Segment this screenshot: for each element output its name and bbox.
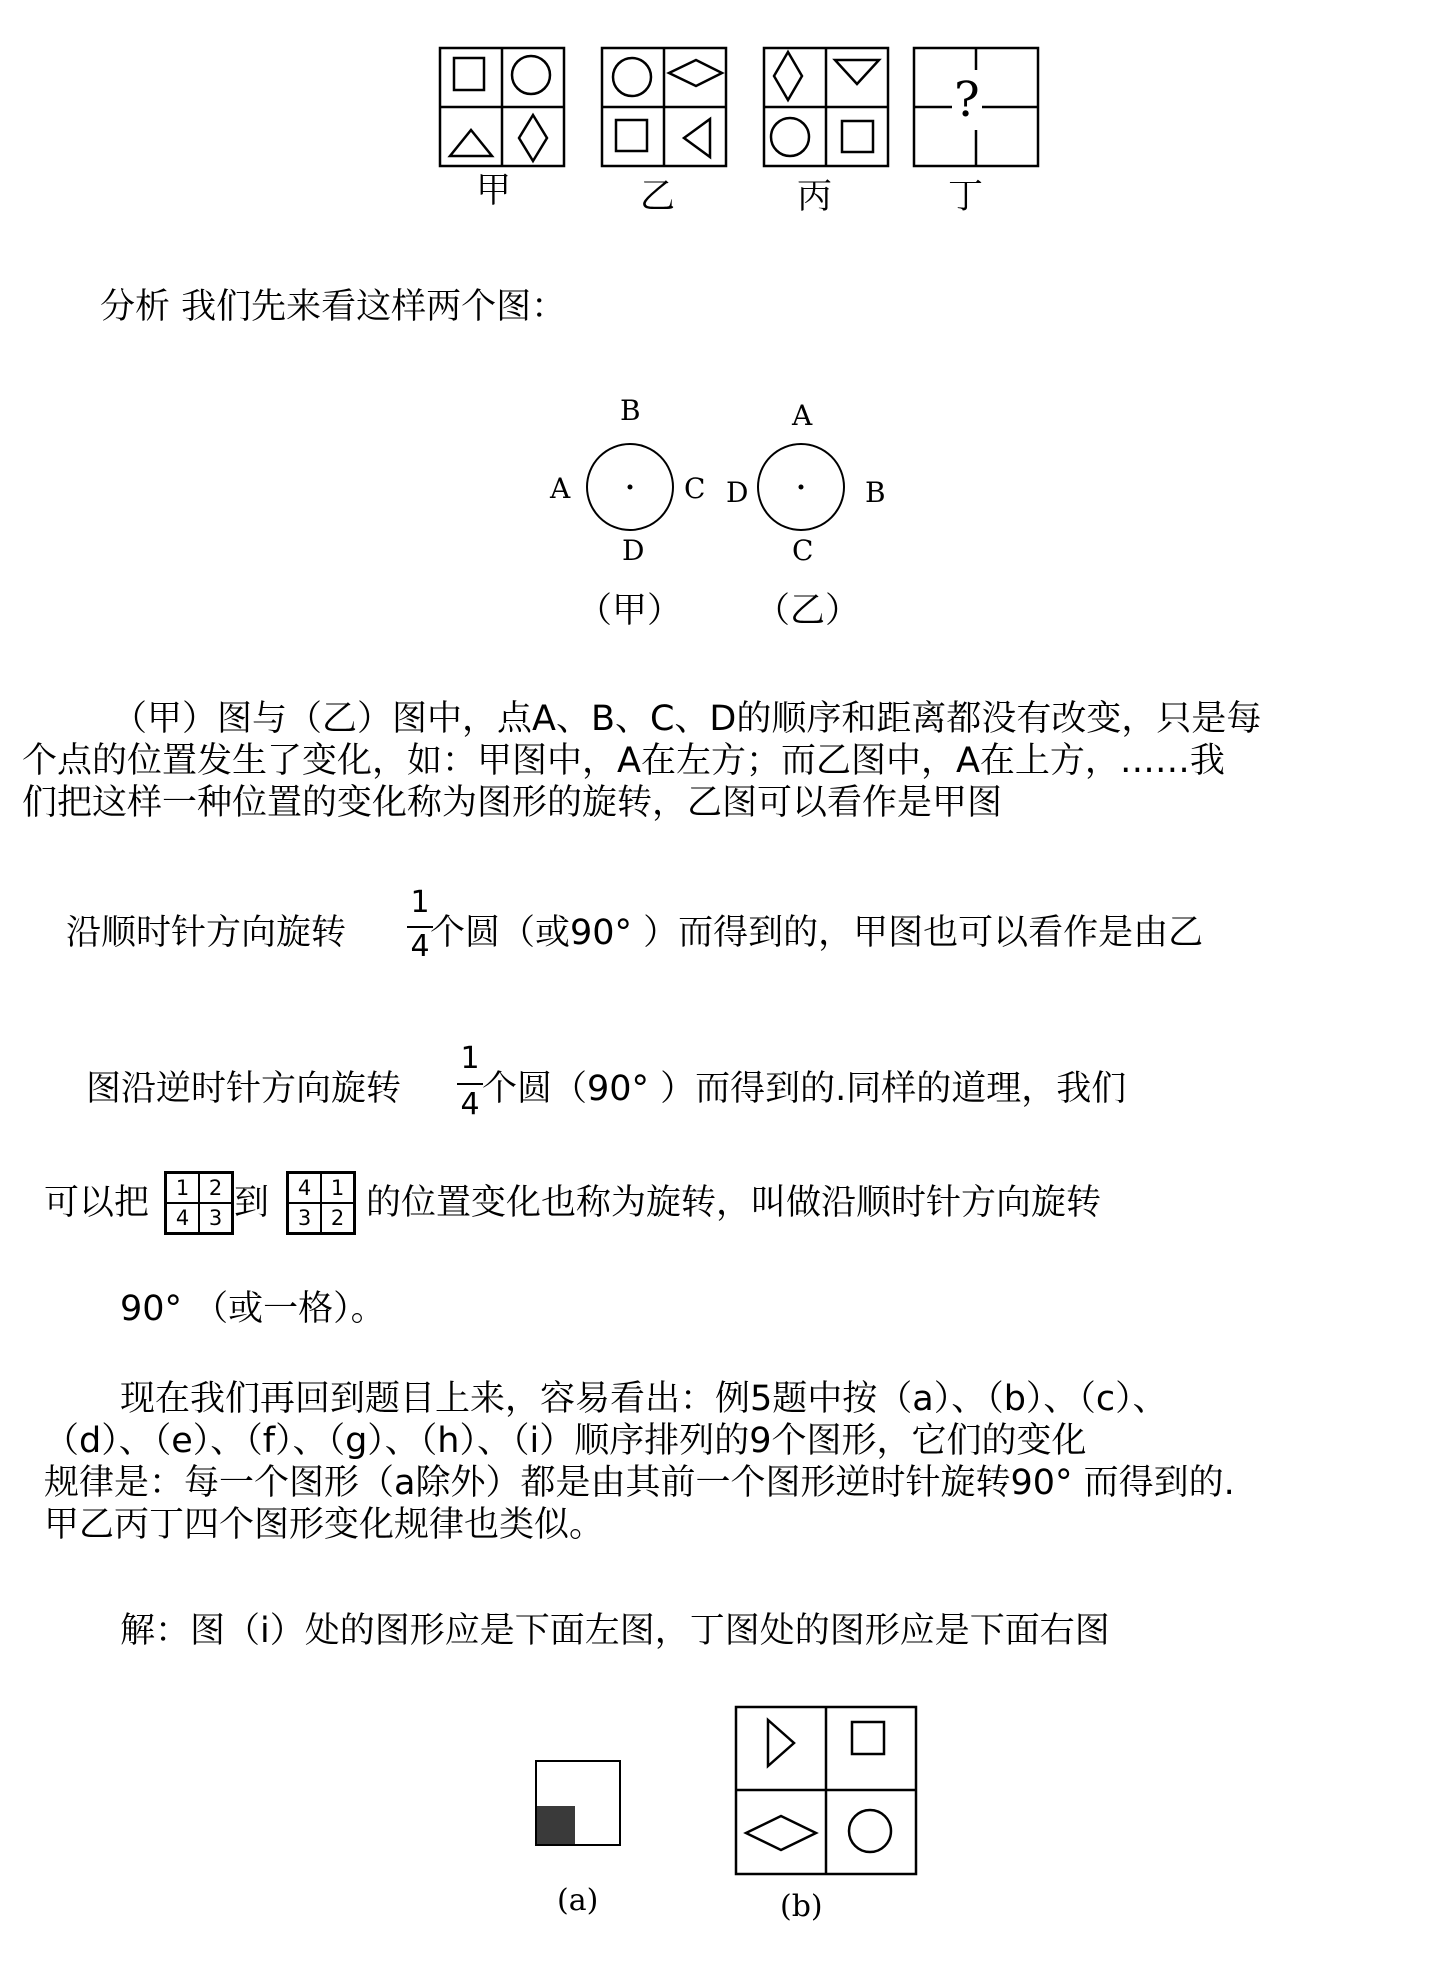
grid-line-end: 的位置变化也称为旋转，叫做沿顺时针方向旋转 (366, 1183, 1102, 1223)
grid-line-start: 可以把 (44, 1183, 150, 1223)
paragraph1-line: （甲）图与（乙）图中，点A、B、C、D的顺序和距离都没有改变，只是每 (112, 699, 1262, 739)
paragraph2-line: 规律是：每一个图形（a除外）都是由其前一个图形逆时针旋转90° 而得到的. (44, 1463, 1235, 1503)
caption-a: (a) (557, 1883, 599, 1918)
point-label: D (622, 534, 645, 565)
grid-cell: 4 (166, 1203, 199, 1233)
center-dot-jia (628, 485, 633, 490)
clockwise-line-start: 沿顺时针方向旋转 (66, 913, 347, 953)
number-grid-before (164, 1171, 234, 1235)
square-icon (842, 121, 873, 152)
fraction-numerator: 1 (460, 1041, 480, 1076)
label-bing: 丙 (797, 177, 833, 217)
circle-figure (540, 385, 910, 565)
paragraph2-line: （d）、（e）、（f）、（g）、（h）、（i）顺序排列的9个图形，它们的变化 (44, 1421, 1087, 1461)
degree-line: 90° （或一格）。 (120, 1289, 386, 1329)
paragraph1-line: 们把这样一种位置的变化称为图形的旋转，乙图可以看作是甲图 (22, 783, 1003, 823)
paragraph2-line: 现在我们再回到题目上来，容易看出：例5题中按（a）、（b）、（c）、 (120, 1379, 1168, 1419)
diamond-icon (746, 1816, 816, 1850)
diamond-icon (519, 115, 547, 161)
solution-text: 解：图（i）处的图形应是下面左图，丁图处的图形应是下面右图 (120, 1611, 1110, 1651)
point-label: B (865, 476, 886, 509)
triangle-icon (835, 60, 879, 84)
grid-bing (764, 48, 888, 166)
point-label: A (550, 472, 571, 505)
answer-figure-a (530, 1755, 630, 1855)
point-label: C (684, 472, 706, 505)
clockwise-line-end: 个圆（或90° ）而得到的，甲图也可以看作是由乙 (430, 913, 1204, 953)
label-jia: 甲 (476, 171, 512, 211)
analysis-intro: 分析 我们先来看这样两个图： (100, 287, 567, 327)
fraction-denominator: 4 (460, 1087, 480, 1122)
counter-line-end: 个圆（90° ）而得到的.同样的道理，我们 (482, 1069, 1127, 1109)
caption-jia: （甲） (577, 591, 683, 631)
point-label: B (620, 394, 641, 427)
number-grid-after (286, 1171, 356, 1235)
fraction-numerator: 1 (410, 885, 430, 920)
square-icon (852, 1722, 884, 1754)
square-icon (616, 120, 647, 151)
point-label: D (726, 476, 749, 509)
circle-icon (613, 58, 651, 96)
grid-cell: 1 (321, 1173, 354, 1203)
answer-figure-b (728, 1700, 928, 1880)
grid-jia (440, 48, 564, 166)
grid-cell: 1 (166, 1173, 199, 1203)
shaded-square (537, 1806, 575, 1844)
fraction-bar (457, 1083, 483, 1085)
paragraph1-line: 个点的位置发生了变化，如：甲图中，A在左方；而乙图中，A在上方，……我 (22, 741, 1225, 781)
grid-line-middle: 到 (234, 1183, 270, 1223)
fraction-denominator: 4 (410, 932, 430, 956)
grid-cell: 2 (199, 1173, 232, 1203)
triangle-icon (768, 1720, 794, 1766)
circle-icon (512, 56, 550, 94)
circle-icon (771, 118, 809, 156)
label-ding: 丁 (948, 177, 984, 217)
grid-cell: 3 (288, 1203, 321, 1233)
center-dot-yi (799, 485, 804, 490)
label-yi: 乙 (640, 177, 676, 217)
question-mark: ? (954, 72, 980, 128)
point-label: C (792, 534, 814, 565)
diamond-icon (774, 52, 802, 100)
grid-cell: 2 (321, 1203, 354, 1233)
point-label: A (792, 399, 813, 432)
diamond-icon (669, 60, 722, 86)
circle-icon (849, 1810, 891, 1852)
counter-line-start: 图沿逆时针方向旋转 (86, 1069, 402, 1109)
grid-yi (602, 48, 726, 166)
caption-yi: （乙） (755, 591, 861, 631)
triangle-icon (684, 119, 710, 157)
grid-cell: 4 (288, 1173, 321, 1203)
square-icon (454, 58, 484, 90)
caption-b: (b) (780, 1889, 823, 1924)
triangle-icon (450, 130, 492, 156)
grid-cell: 3 (199, 1203, 232, 1233)
paragraph2-line: 甲乙丙丁四个图形变化规律也类似。 (44, 1505, 605, 1545)
